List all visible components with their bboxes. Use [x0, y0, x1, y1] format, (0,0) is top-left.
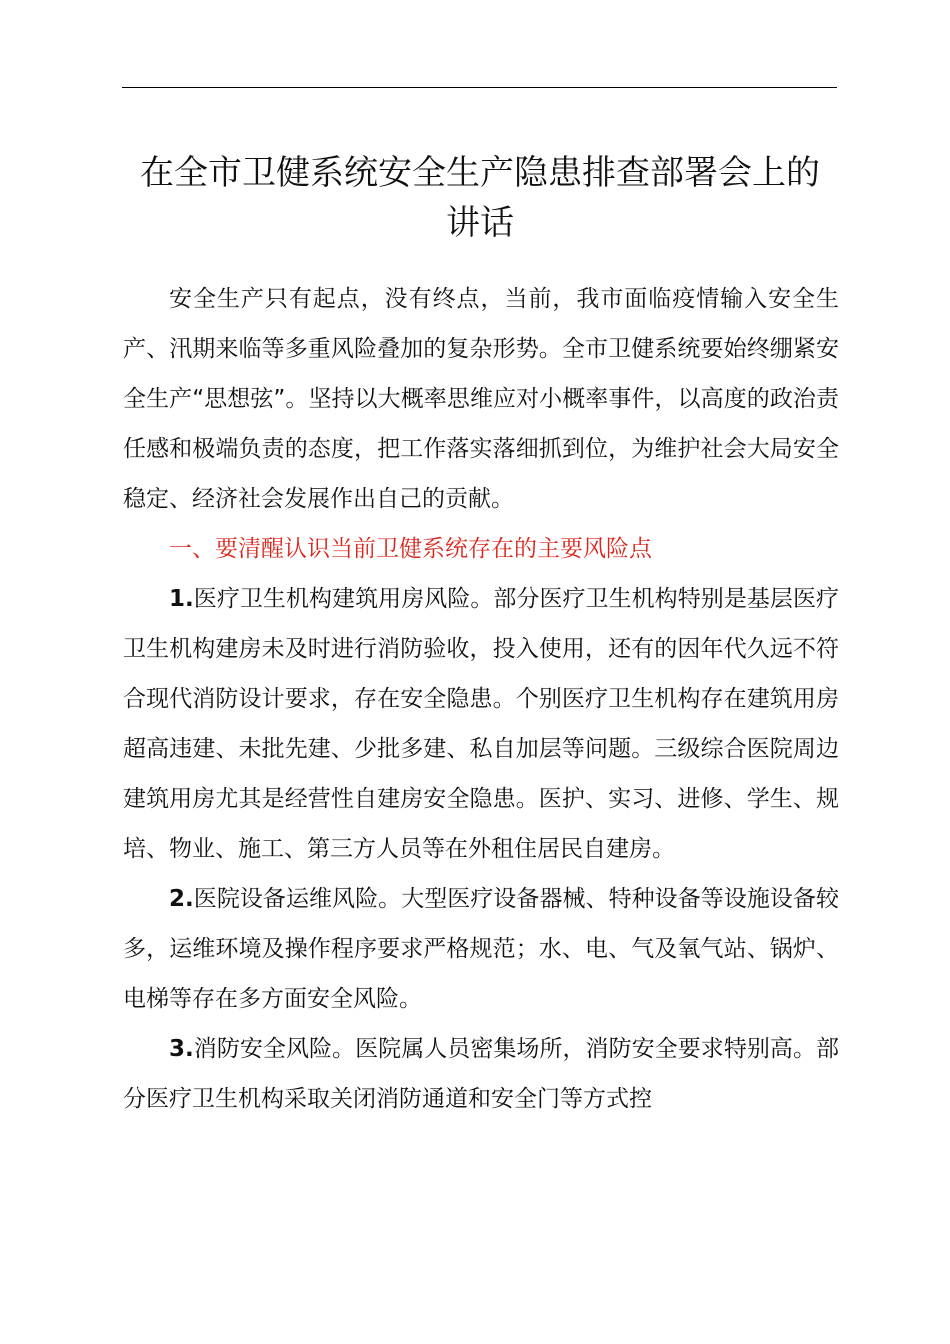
document-title [100, 148, 860, 248]
document-body [123, 274, 839, 1124]
section-heading-1: 一、要清醒认识当前卫健系统存在的主要风险点 [169, 536, 652, 562]
item-number: 1. [169, 586, 194, 612]
item-paragraph-3 [123, 1024, 839, 1124]
item-text: 医疗卫生机构建筑用房风险。部分医疗卫生机构特别是基层医疗卫生机构建房未及时进行消防验收，投入使用，还有的因年代久远不符合现代消防设计要求，存在安全隐患。个别医疗卫生机构存在建筑用房超高违建、未批先建、少批多建、私自加层等问题。三级综合医院周边建筑用房尤其是经营性自建房安全隐患。医护、实习、进修、学生、规培、物业、施工、第三方人员等在外租住居民自建房。 [123, 586, 839, 862]
item-paragraph-1 [123, 574, 839, 874]
title-line-2: 讲话 [446, 203, 514, 243]
item-number: 2. [169, 886, 194, 912]
item-text: 消防安全风险。医院属人员密集场所，消防安全要求特别高。部分医疗卫生机构采取关闭消防通道和安全门等方式控 [123, 1036, 839, 1112]
header-rule [122, 87, 837, 88]
intro-paragraph: 安全生产只有起点，没有终点，当前，我市面临疫情输入安全生产、汛期来临等多重风险叠加的复杂形势。全市卫健系统要始终绷紧安全生产“思想弦”。坚持以大概率思维应对小概率事件，以高度的政治责任感和极端负责的态度，把工作落实落细抓到位，为维护社会大局安全稳定、经济社会发展作出自己的贡献。 [123, 286, 839, 512]
item-text: 医院设备运维风险。大型医疗设备器械、特种设备等设施设备较多，运维环境及操作程序要求严格规范；水、电、气及氧气站、锅炉、电梯等存在多方面安全风险。 [123, 886, 839, 1012]
item-number: 3. [169, 1036, 194, 1062]
item-paragraph-2 [123, 874, 839, 1024]
title-line-1: 在全市卫健系统安全生产隐患排查部署会上的 [140, 153, 820, 193]
